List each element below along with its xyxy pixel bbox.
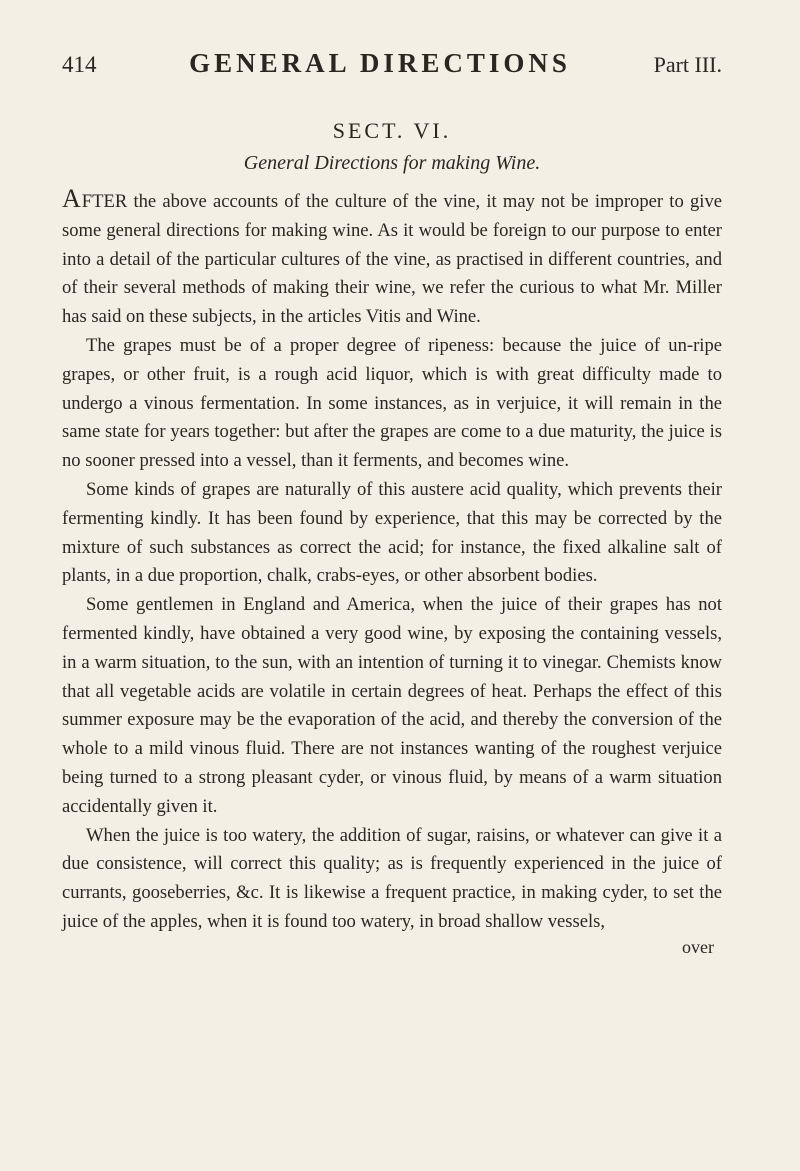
paragraph: Some gentlemen in England and America, when the juice of their grapes has not fermented kindly, have obtained a very good wine, by exposing the containing vessels, in a warm situation, to the sun, with an intention of turning it to vinegar. Chemists know that all vegetable acids are volatile in certain degrees of heat. Perhaps the effect of this summer exposure may be the evaporation of the acid, and thereby the conversion of the whole to a mild vinous fluid. There are not instances wanting of the roughest verjuice being turned to a strong pleasant cyder, or vinous fluid, by means of a warm situation accidentally given it. [62,594,722,817]
running-head [62,48,722,90]
body-text [62,185,722,937]
section-number: SECT. VI. [332,118,452,143]
paragraph: Some kinds of grapes are naturally of this austere acid quality, which prevents their fermenting kindly. It has been found by experience, that this may be corrected by the mixture of such substances as correct the acid; for instance, the fixed alkaline salt of plants, in a due proportion, chalk, crabs-eyes, or other absorbent bodies. [62,478,722,587]
section-heading: General Directions for making Wine. [243,152,541,174]
drop-capital: A [62,184,82,213]
paragraph-text: FTER the above accounts of the culture of the vine, it may not be improper to give some general directions for making wine. As it would be foreign to our purpose to enter into a detail of the particular cultures of the vine, as practised in different countries, and of their several methods of making their wine, we refer the curious to what Mr. Miller has said on these subjects, in the articles Vitis and Wine. [62,191,722,328]
running-title: GENERAL DIRECTIONS [189,48,571,78]
paragraph: The grapes must be of a proper degree of ripeness: because the juice of un-ripe grapes, or other fruit, is a rough acid liquor, which is with great difficulty made to undergo a vinous fermentation. In some instances, as in verjuice, it will remain in the same state for years together: but after the grapes are come to a due maturity, the juice is no sooner pressed into a vessel, than it ferments, and becomes wine. [62,334,722,472]
catchword: over [682,936,714,957]
paragraph [62,185,722,332]
page-number: 414 [62,52,97,77]
part-label: Part III. [653,52,722,77]
paragraph: When the juice is too watery, the addition of sugar, raisins, or whatever can give it a due consistence, will correct this quality; as is frequently experienced in the juice of currants, gooseberries, &c. It is likewise a frequent practice, in making cyder, to set the juice of the apples, when it is found too watery, in broad shallow vessels, [62,824,722,932]
